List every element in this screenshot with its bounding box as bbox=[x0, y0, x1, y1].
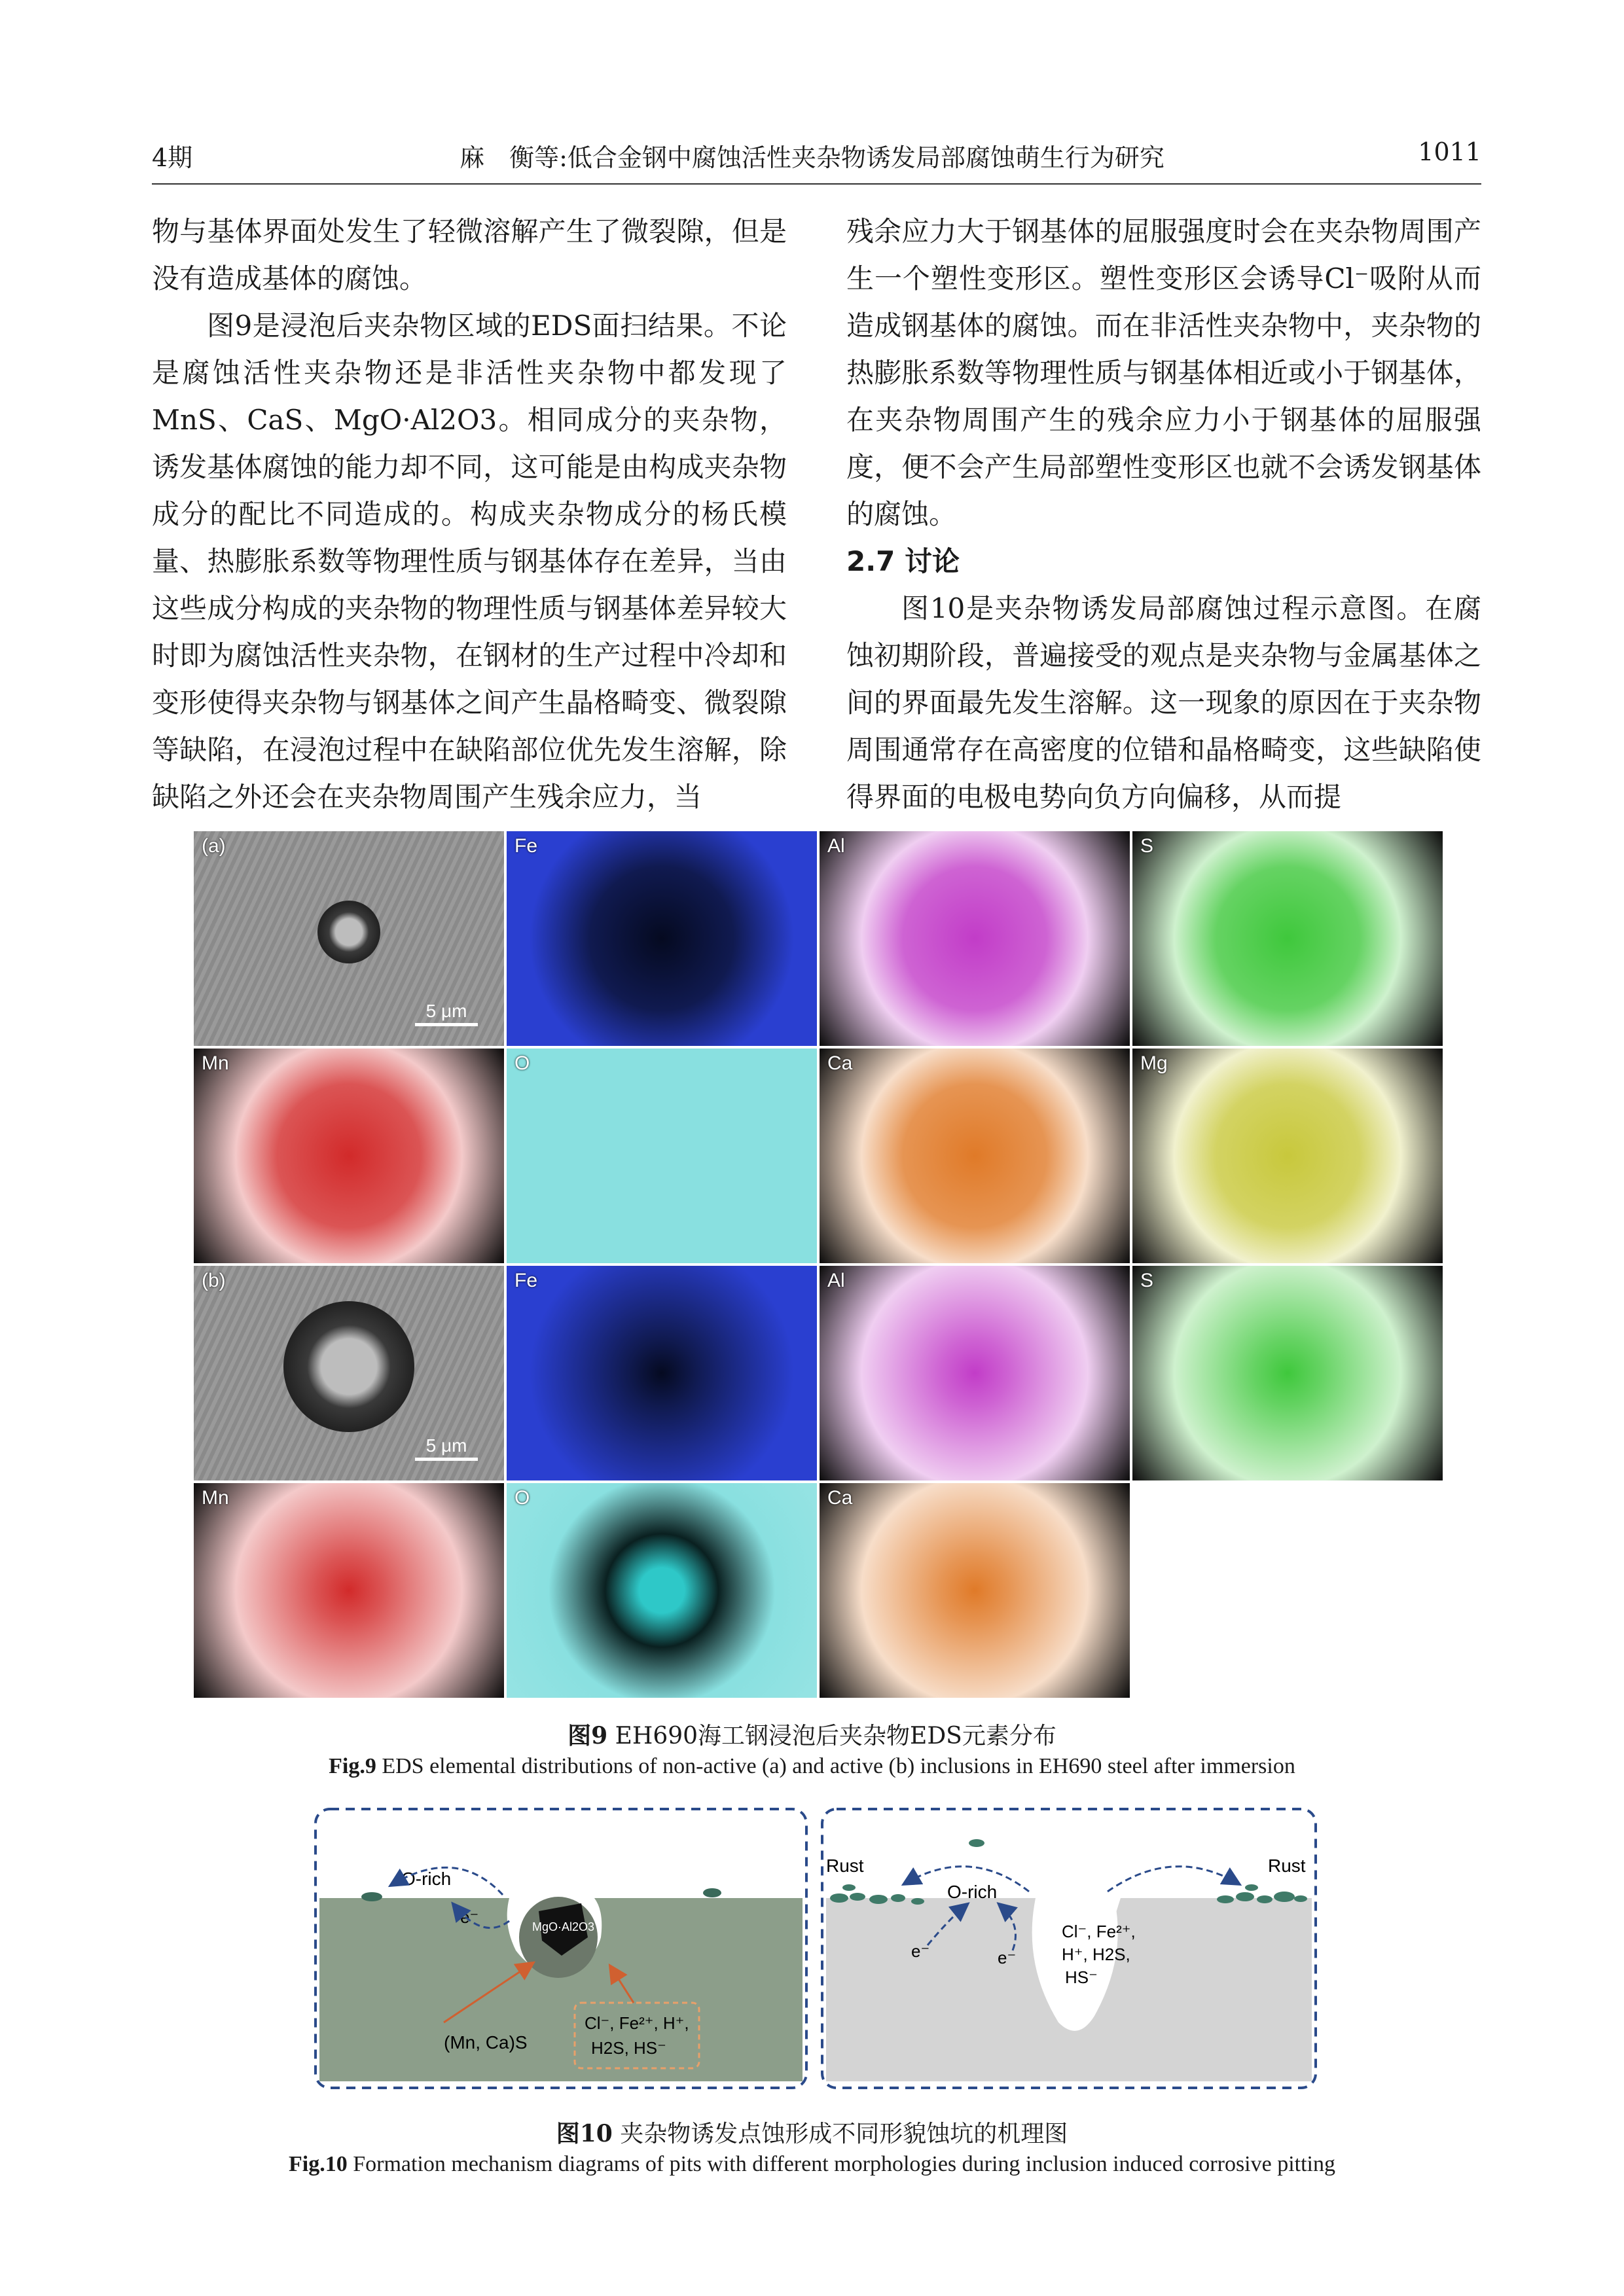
inclusion-pit bbox=[283, 1301, 414, 1432]
eds-tile bbox=[194, 1266, 504, 1480]
electron-label: e⁻ bbox=[460, 1907, 479, 1927]
eds-tile bbox=[820, 1483, 1130, 1698]
figure9-caption-cn: 图9 EH690海工钢浸泡后夹杂物EDS元素分布 bbox=[568, 1722, 1056, 1749]
ions-line2: H2S, HS⁻ bbox=[591, 2038, 666, 2058]
figure10-caption-cn: 图10 夹杂物诱发点蚀形成不同形貌蚀坑的机理图 bbox=[556, 2120, 1068, 2147]
eds-tile bbox=[507, 831, 817, 1046]
tile-label: S bbox=[1140, 835, 1154, 857]
tile-label: Fe bbox=[514, 835, 538, 857]
right-paragraph-1: 残余应力大于钢基体的屈服强度时会在夹杂物周围产生一个塑性变形区。塑性变形区会诱导Cl⁻吸附从而造成钢基体的腐蚀。而在非活性夹杂物中，夹杂物的热膨胀系数等物理性质与钢基体相近或小于钢基体，在夹杂物周围产生的残余应力小于钢基体的屈服强度，便不会产生局部塑性变形区也就不会诱发钢基体的腐蚀。 bbox=[846, 215, 1481, 530]
tile-label: Mg bbox=[1140, 1052, 1168, 1074]
electron-right-1: e⁻ bbox=[911, 1941, 930, 1961]
issue-number: 4期 bbox=[152, 143, 193, 172]
right-column bbox=[846, 208, 1481, 821]
eds-tile bbox=[507, 1266, 817, 1480]
page-number: 1011 bbox=[1418, 137, 1481, 166]
tile-label: O bbox=[514, 1487, 530, 1509]
tile-label: Fe bbox=[514, 1270, 538, 1291]
tile-label: O bbox=[514, 1052, 530, 1074]
inclusion-label: MgO·Al2O3 bbox=[532, 1920, 595, 1933]
tile-label: S bbox=[1140, 1270, 1154, 1291]
tile-label: Mn bbox=[202, 1487, 229, 1509]
running-title: 麻 衡等:低合金钢中腐蚀活性夹杂物诱发局部腐蚀萌生行为研究 bbox=[460, 143, 1164, 172]
rust-left-label: Rust bbox=[826, 1856, 864, 1876]
right-paragraph-2: 图10是夹杂物诱发局部腐蚀过程示意图。在腐蚀初期阶段，普遍接受的观点是夹杂物与金属基体之间的界面最先发生溶解。这一现象的原因在于夹杂物周围通常存在高密度的位错和晶格畸变，这些缺陷使得界面的电极电势向负方向偏移，从而提 bbox=[846, 592, 1481, 813]
eds-tile bbox=[820, 831, 1130, 1046]
figure10-caption-en: Fig.10 Formation mechanism diagrams of pits with different morphologies during inclusion induced corrosive pitting bbox=[289, 2152, 1335, 2176]
eds-tile bbox=[1132, 1049, 1443, 1263]
left-paragraph-2: 图9是浸泡后夹杂物区域的EDS面扫结果。不论是腐蚀活性夹杂物还是非活性夹杂物中都发现了MnS、CaS、MgO·Al2O3。相同成分的夹杂物，诱发基体腐蚀的能力却不同，这可能是由构成夹杂物成分的配比不同造成的。构成夹杂物成分的杨氏模量、热膨胀系数等物理性质与钢基体存在差异，当由这些成分构成的夹杂物的物理性质与钢基体差异较大时即为腐蚀活性夹杂物，在钢材的生产过程中冷却和变形使得夹杂物与钢基体之间产生晶格畸变、微裂隙等缺陷，在浸泡过程中在缺陷部位优先发生溶解，除缺陷之外还会在夹杂物周围产生残余应力，当 bbox=[152, 310, 787, 813]
header-rule bbox=[152, 183, 1481, 185]
eds-tile bbox=[194, 1483, 504, 1698]
tile-label: Al bbox=[827, 835, 845, 857]
electron-right-2: e⁻ bbox=[998, 1948, 1017, 1967]
inclusion-pit bbox=[317, 901, 380, 963]
eds-tile bbox=[194, 1049, 504, 1263]
mnca-label: (Mn, Ca)S bbox=[444, 2032, 528, 2053]
tile-label: Al bbox=[827, 1270, 845, 1291]
eds-tile bbox=[1132, 1266, 1443, 1480]
left-paragraph-1: 物与基体界面处发生了轻微溶解产生了微裂隙，但是没有造成基体的腐蚀。 bbox=[152, 215, 787, 295]
figure10-left-diagram bbox=[313, 1806, 810, 2092]
tile-label: Ca bbox=[827, 1052, 853, 1074]
left-column bbox=[152, 208, 787, 821]
eds-tile bbox=[1132, 831, 1443, 1046]
eds-tile bbox=[820, 1049, 1130, 1263]
eds-tile bbox=[820, 1266, 1130, 1480]
eds-tile bbox=[507, 1049, 817, 1263]
eds-tile bbox=[507, 1483, 817, 1698]
eds-tile bbox=[194, 831, 504, 1046]
tile-label: Ca bbox=[827, 1487, 853, 1509]
scale-bar: 5 μm bbox=[415, 1435, 478, 1461]
o-rich-label-right: O-rich bbox=[947, 1882, 998, 1902]
ions-right-line3: HS⁻ bbox=[1065, 1967, 1098, 1987]
tile-label: Mn bbox=[202, 1052, 229, 1074]
figure10-right-diagram bbox=[820, 1806, 1320, 2092]
rust-right-label: Rust bbox=[1268, 1856, 1306, 1876]
ions-right-line2: H⁺, H2S, bbox=[1062, 1945, 1130, 1964]
figure9-caption-en: Fig.9 EDS elemental distributions of non-active (a) and active (b) inclusions in EH690 steel after immersion bbox=[329, 1754, 1295, 1778]
ions-right-line1: Cl⁻, Fe²⁺, bbox=[1062, 1922, 1136, 1941]
tile-label: (a) bbox=[202, 835, 226, 857]
section-heading: 2.7 讨论 bbox=[846, 545, 960, 577]
scale-bar: 5 μm bbox=[415, 1001, 478, 1026]
ions-line1: Cl⁻, Fe²⁺, H⁺, bbox=[585, 2013, 689, 2033]
tile-label: (b) bbox=[202, 1270, 226, 1291]
o-rich-label: O-rich bbox=[401, 1869, 452, 1889]
